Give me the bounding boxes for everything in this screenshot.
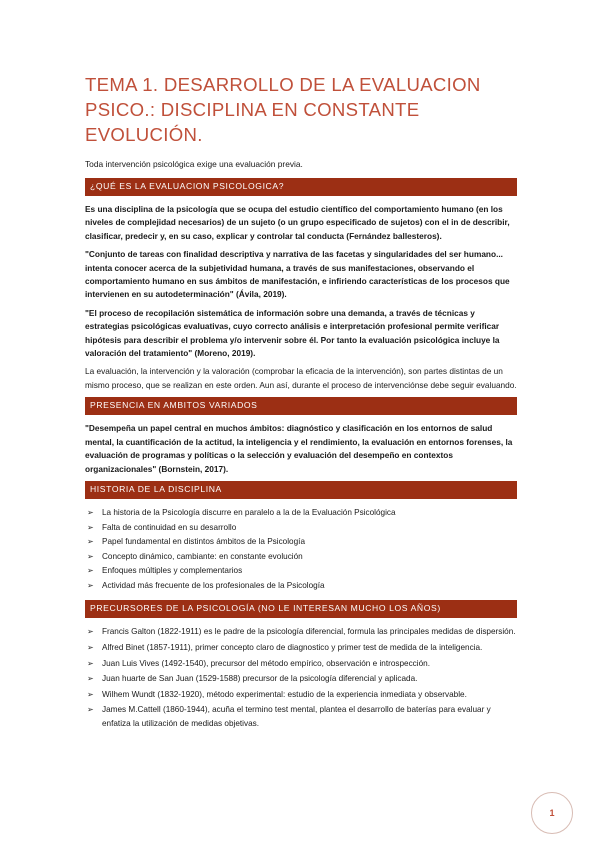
arrow-bullet-icon: ➢ [87,551,94,561]
process-paragraph: La evaluación, la intervención y la valoración (comprobar la eficacia de la intervención), son partes distintas de un mismo proceso, que se realizan en este orden. Aun así, durante el proceso de intervenciónse debe seguir evaluando. [85,366,517,390]
list-item-text: Falta de continuidad en su desarrollo [102,522,237,532]
list-item [85,579,517,593]
list-item [85,657,517,671]
section-heading-precursores: PRECURSORES DE LA PSICOLOGÍA (NO LE INTERESAN MUCHO LOS AÑOS) [85,600,517,618]
precursores-list [85,625,517,730]
arrow-bullet-icon: ➢ [87,507,94,517]
list-item-text: La historia de la Psicología discurre en paralelo a la de la Evaluación Psicológica [102,507,396,517]
list-item-text: Wilhem Wundt (1832-1920), método experimental: estudio de la experiencia inmediata y observable. [102,689,467,699]
arrow-bullet-icon: ➢ [87,522,94,532]
arrow-bullet-icon: ➢ [87,658,94,668]
quote-bornstein: "Desempeña un papel central en muchos ámbitos: diagnóstico y clasificación en los entornos de salud mental, la cuantificación de la actitud, la inteligencia y el rendimiento, la evaluación en entornos forenses, la evaluación de programas y políticas o la selección y evaluación del desempeño en contextos organizacionales" (Bornstein, 2017). [85,423,513,474]
intro-text: Toda intervención psicológica exige una evaluación previa. [85,159,303,169]
list-item [85,506,517,520]
document-title: TEMA 1. DESARROLLO DE LA EVALUACION PSICO.: DISCIPLINA EN CONSTANTE EVOLUCIÓN. [85,74,481,145]
list-item [85,535,517,549]
list-item-text: Actividad más frecuente de los profesionales de la Psicología [102,580,325,590]
definition-paragraph: Es una disciplina de la psicología que se ocupa del estudio científico del comportamiento humano (en los niveles de complejidad necesarios) de un sujeto (o un grupo especificado de sujetos) con el in de describir, clasificar, predecir y, en su caso, explicar y controlar tal conducta (Fernández ballesteros). [85,204,510,241]
list-item [85,672,517,686]
section-heading-historia: HISTORIA DE LA DISCIPLINA [85,481,517,499]
arrow-bullet-icon: ➢ [87,705,94,715]
arrow-bullet-icon: ➢ [87,689,94,699]
arrow-bullet-icon: ➢ [87,674,94,684]
list-item [85,564,517,578]
list-item-text: Francis Galton (1822-1911) es le padre de la psicología diferencial, formula las principales medidas de dispersión. [102,627,516,637]
arrow-bullet-icon: ➢ [87,627,94,637]
arrow-bullet-icon: ➢ [87,643,94,653]
list-item-text: Alfred Binet (1857-1911), primer concepto claro de diagnostico y primer test de medida de la inteligencia. [102,643,483,653]
arrow-bullet-icon: ➢ [87,566,94,576]
list-item-text: Enfoques múltiples y complementarios [102,566,243,576]
arrow-bullet-icon: ➢ [87,580,94,590]
list-item [85,703,517,730]
quote-moreno: "El proceso de recopilación sistemática de información sobre una demanda, a través de técnicas y estrategias psicológicas evaluativas, cuyo correcto análisis e interpretación profesional permite verificar hipótesis para describir el problema y/o intervenir sobre él. Por tanto la evaluación psicológica incluye la valoración del tratamiento" (Moreno, 2019). [85,307,500,359]
list-item-text: Papel fundamental en distintos ámbitos de la Psicología [102,537,305,547]
list-item-text: Juan Luis Vives (1492-1540), precursor del método empírico, observación e introspección. [102,658,430,668]
list-item-text: Juan huarte de San Juan (1529-1588) precursor de la psicología diferencial y aplicada. [102,674,418,684]
list-item-text: James M.Cattell (1860-1944), acuña el termino test mental, plantea el desarrollo de baterías para evaluar y enfatiza la utilización de medidas objetivas. [102,705,491,729]
quote-avila: "Conjunto de tareas con finalidad descriptiva y narrativa de las facetas y singularidades del ser humano... intenta conocer acerca de la subjetividad humana, a través de sus manifestaciones, observando el comportamiento humano en sus ámbitos de manifestación, e infiriendo características de los procesos que intervienen en su autodeterminación" (Ávila, 2019). [85,249,510,300]
page-number: 1 [531,792,573,834]
historia-list [85,506,517,593]
section-heading-presencia: PRESENCIA EN AMBITOS VARIADOS [85,397,517,415]
list-item [85,641,517,655]
list-item [85,521,517,535]
document-page [85,72,517,739]
list-item [85,688,517,702]
section-heading-que-es: ¿QUÉ ES LA EVALUACION PSICOLOGICA? [85,178,517,196]
list-item [85,625,517,639]
list-item-text: Concepto dinámico, cambiante: en constante evolución [102,551,303,561]
list-item [85,550,517,564]
arrow-bullet-icon: ➢ [87,537,94,547]
